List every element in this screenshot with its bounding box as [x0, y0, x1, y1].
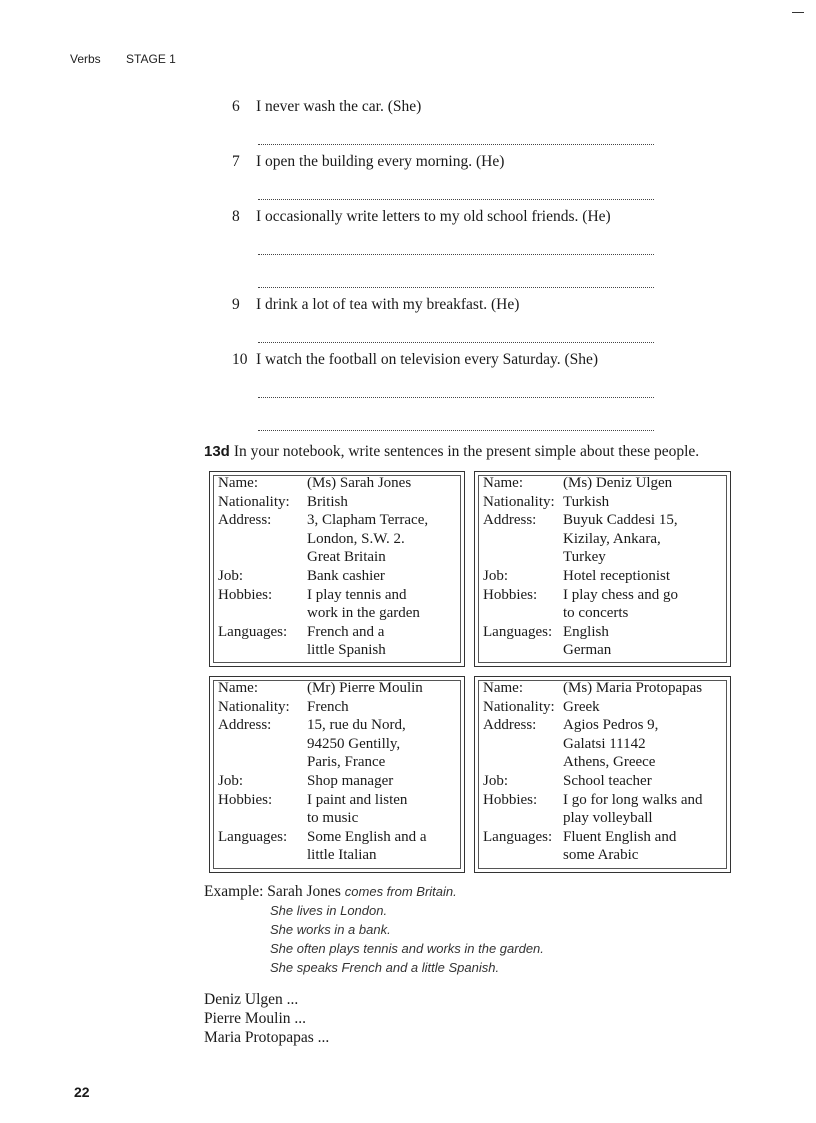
nationality-label: Nationality: — [218, 698, 290, 715]
task-text: In your notebook, write sentences in the present simple about these people. — [233, 443, 700, 460]
exercise-item — [232, 294, 672, 343]
example-sentence: comes from Britain. — [344, 884, 457, 899]
item-sentence: I open the building every morning. (He) — [256, 153, 505, 170]
section-label: Verbs — [70, 52, 101, 66]
profile-card — [209, 471, 465, 667]
item-number: 10 — [232, 351, 248, 368]
address-label: Address: — [218, 512, 272, 529]
exercise-list — [232, 96, 672, 437]
answer-line[interactable] — [258, 173, 654, 200]
address-label: Address: — [483, 512, 537, 529]
nationality-label: Nationality: — [483, 698, 555, 715]
answer-line[interactable] — [258, 404, 654, 431]
hobbies-value: I go for long walks and play volleyball — [563, 791, 703, 827]
task-number: 13d — [204, 443, 230, 460]
hobbies-value: I paint and listen to music — [307, 791, 408, 827]
languages-value: Fluent English and some Arabic — [563, 828, 677, 864]
example-sentence: She speaks French and a little Spanish. — [270, 960, 500, 975]
address-label: Address: — [483, 717, 537, 734]
languages-label: Languages: — [483, 828, 553, 845]
example-block — [204, 882, 544, 977]
job-label: Job: — [483, 772, 509, 789]
person-prompt: Pierre Moulin ... — [204, 1010, 307, 1027]
address-value: Agios Pedros 9, Galatsi 11142 Athens, Greece — [563, 717, 659, 771]
hobbies-value: I play tennis and work in the garden — [307, 586, 420, 622]
hobbies-label: Hobbies: — [218, 586, 273, 603]
address-value: Buyuk Caddesi 15, Kizilay, Ankara, Turkey — [563, 512, 678, 566]
item-sentence: I occasionally write letters to my old school friends. (He) — [256, 208, 611, 225]
name-value: (Ms) Maria Protopapas — [563, 680, 703, 696]
address-label: Address: — [218, 717, 272, 734]
profile-card — [209, 676, 465, 873]
job-label: Job: — [218, 567, 244, 584]
profile-card — [474, 676, 731, 873]
hobbies-label: Hobbies: — [483, 586, 538, 603]
job-label: Job: — [218, 772, 244, 789]
job-value: School teacher — [563, 772, 652, 789]
languages-value: English German — [563, 623, 612, 659]
languages-label: Languages: — [218, 828, 288, 845]
answer-line[interactable] — [258, 261, 654, 288]
name-value: (Ms) Deniz Ulgen — [563, 475, 673, 491]
exercise-item — [232, 349, 672, 431]
nationality-value: Greek — [563, 698, 600, 715]
hobbies-label: Hobbies: — [483, 791, 538, 808]
name-value: (Mr) Pierre Moulin — [307, 680, 423, 696]
example-subject: Sarah Jones — [267, 883, 341, 900]
item-number: 8 — [232, 208, 240, 225]
exercise-item — [232, 96, 672, 145]
address-value: 3, Clapham Terrace, London, S.W. 2. Great Britain — [307, 512, 429, 566]
nationality-value: French — [307, 698, 349, 715]
nationality-value: Turkish — [563, 493, 610, 510]
name-label: Name: — [218, 475, 258, 491]
answer-line[interactable] — [258, 228, 654, 255]
page-number: 22 — [74, 1084, 90, 1100]
languages-value: French and a little Spanish — [307, 623, 386, 659]
profile-card — [474, 471, 731, 667]
exercise-item — [232, 151, 672, 200]
example-sentence: She works in a bank. — [270, 922, 391, 937]
example-label: Example: — [204, 883, 264, 900]
people-list — [204, 990, 329, 1047]
name-label: Name: — [483, 680, 523, 696]
address-value: 15, rue du Nord, 94250 Gentilly, Paris, France — [307, 717, 406, 771]
job-value: Bank cashier — [307, 567, 385, 584]
job-value: Shop manager — [307, 772, 394, 789]
hobbies-value: I play chess and go to concerts — [563, 586, 678, 622]
nationality-value: British — [307, 493, 348, 510]
hobbies-label: Hobbies: — [218, 791, 273, 808]
person-prompt: Deniz Ulgen ... — [204, 991, 299, 1008]
item-sentence: I never wash the car. (She) — [256, 98, 422, 115]
item-sentence: I drink a lot of tea with my breakfast. (He) — [256, 296, 520, 313]
item-sentence: I watch the football on television every Saturday. (She) — [256, 351, 599, 368]
profile-cards — [209, 471, 731, 873]
languages-label: Languages: — [483, 623, 553, 640]
nationality-label: Nationality: — [483, 493, 555, 510]
job-value: Hotel receptionist — [563, 567, 671, 584]
example-sentence: She lives in London. — [270, 903, 388, 918]
name-label: Name: — [483, 475, 523, 491]
page-header — [70, 52, 176, 66]
item-number: 7 — [232, 153, 240, 170]
item-number: 9 — [232, 296, 240, 313]
name-label: Name: — [218, 680, 258, 696]
stage-label: STAGE 1 — [126, 52, 176, 66]
item-number: 6 — [232, 98, 240, 115]
answer-line[interactable] — [258, 118, 654, 145]
exercise-item — [232, 206, 672, 288]
example-first-line — [204, 882, 544, 901]
answer-line[interactable] — [258, 371, 654, 398]
nationality-label: Nationality: — [218, 493, 290, 510]
languages-value: Some English and a little Italian — [307, 828, 427, 864]
answer-line[interactable] — [258, 316, 654, 343]
name-value: (Ms) Sarah Jones — [307, 475, 412, 491]
job-label: Job: — [483, 567, 509, 584]
task-instruction — [204, 443, 699, 461]
corner-mark — [792, 12, 804, 13]
example-sentence: She often plays tennis and works in the garden. — [270, 941, 544, 956]
languages-label: Languages: — [218, 623, 288, 640]
person-prompt: Maria Protopapas ... — [204, 1029, 330, 1046]
